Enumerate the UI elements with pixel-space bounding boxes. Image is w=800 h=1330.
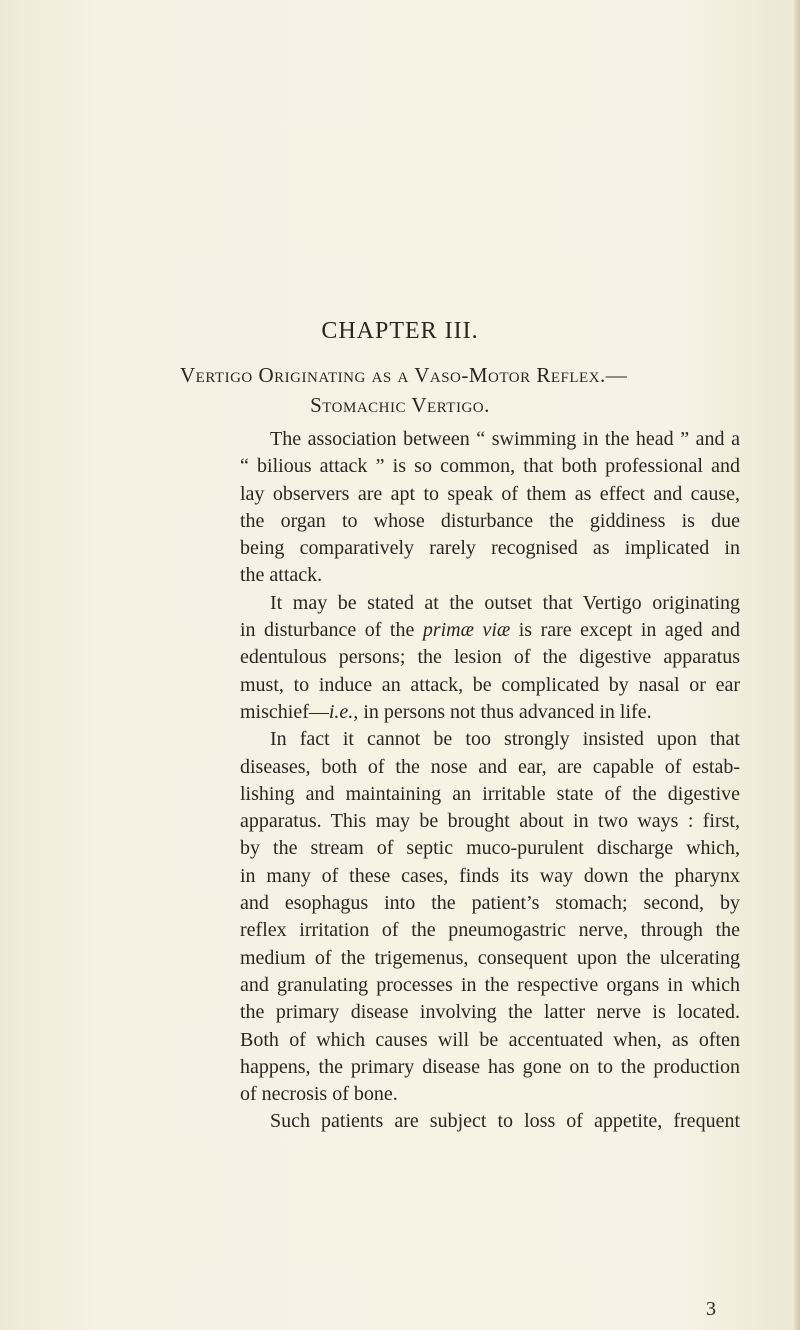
text-run: is rare except in aged and <box>518 619 741 642</box>
text-line: lishing and maintaining an irritable state of the digestive <box>240 782 740 805</box>
text-run: in disturbance of the <box>240 619 415 642</box>
page-number: 3 <box>706 1298 716 1320</box>
heading-line-1: Vertigo Originating as a Vaso-Motor Reflex.— <box>180 363 628 387</box>
text-line <box>240 699 740 726</box>
text-line: by the stream of septic muco-purulent discharge which, <box>240 837 740 860</box>
text-line: being comparatively rarely recognised as implicated in <box>240 537 740 560</box>
text-line: edentulous persons; the lesion of the digestive apparatus <box>240 646 740 669</box>
body-text <box>240 426 740 1136</box>
text-line: in many of these cases, finds its way down the pharynx <box>240 864 740 887</box>
text-line: and esophagus into the patient’s stomach; second, by <box>240 892 740 915</box>
text-line: must, to induce an attack, be complicated by nasal or ear <box>240 673 740 696</box>
text-line: medium of the trigemenus, consequent upon the ulcerating <box>240 946 740 969</box>
text-line: and granulating processes in the respective organs in which <box>240 973 740 996</box>
text-line: diseases, both of the nose and ear, are capable of estab- <box>240 755 740 778</box>
heading-line-2: Stomachic Vertigo. <box>310 393 490 417</box>
text-run: mischief— <box>240 700 329 723</box>
text-line: In fact it cannot be too strongly insisted upon that <box>270 728 740 751</box>
text-line: of necrosis of bone. <box>240 1083 398 1106</box>
text-line: Such patients are subject to loss of appetite, frequent <box>270 1110 740 1133</box>
text-line: the primary disease involving the latter nerve is located. <box>240 1001 740 1024</box>
section-heading <box>180 360 628 420</box>
text-run: in persons not thus advanced in life. <box>363 700 652 723</box>
text-line: The association between “ swimming in the head ” and a <box>270 428 740 450</box>
page-edge <box>794 0 800 1330</box>
text-line: happens, the primary disease has gone on to the production <box>240 1055 740 1078</box>
italic-phrase: i.e., <box>328 700 359 723</box>
text-line: Both of which causes will be accentuated when, as often <box>240 1028 740 1051</box>
chapter-title: CHAPTER III. <box>321 318 479 344</box>
text-line: apparatus. This may be brought about in two ways : first, <box>240 810 740 833</box>
text-line: the organ to whose disturbance the giddiness is due <box>240 509 740 532</box>
text-line <box>240 617 740 644</box>
text-line: reflex irritation of the pneumogastric nerve, through the <box>240 919 740 942</box>
text-line: the attack. <box>240 564 323 587</box>
text-line: It may be stated at the outset that Vertigo originating <box>270 591 740 614</box>
italic-phrase: primæ viæ <box>422 619 511 642</box>
text-line: “ bilious attack ” is so common, that both professional and <box>240 455 740 478</box>
text-line: lay observers are apt to speak of them as effect and cause, <box>240 482 740 505</box>
